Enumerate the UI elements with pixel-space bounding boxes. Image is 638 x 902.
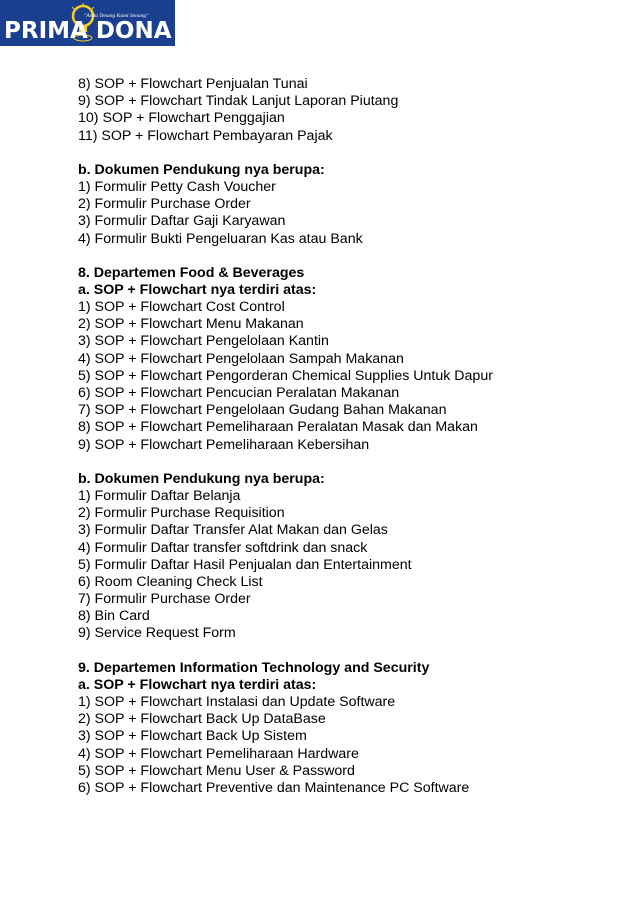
list-item: 1) Formulir Petty Cash Voucher xyxy=(78,178,276,195)
list-item: 7) Formulir Purchase Order xyxy=(78,591,251,608)
paragraph-spacer xyxy=(78,248,618,265)
section-heading: 9. Departemen Information Technology and Security xyxy=(78,659,430,676)
list-item: 9) SOP + Flowchart Pemeliharaan Kebersihan xyxy=(78,436,370,453)
list-item: 9) SOP + Flowchart Tindak Lanjut Laporan Piutang xyxy=(78,93,399,110)
list-item: 3) SOP + Flowchart Back Up Sistem xyxy=(78,728,307,745)
document-body xyxy=(78,76,618,797)
paragraph-spacer xyxy=(78,454,618,471)
paragraph-spacer xyxy=(78,145,618,162)
logo-wordmark: PRIMA DONA xyxy=(4,18,172,44)
section-heading: 8. Departemen Food & Beverages xyxy=(78,264,305,281)
paragraph-spacer xyxy=(78,643,618,660)
section-heading: a. SOP + Flowchart nya terdiri atas: xyxy=(78,281,317,298)
list-item: 8) SOP + Flowchart Pemeliharaan Peralatan Masak dan Makan xyxy=(78,419,478,436)
list-item: 3) SOP + Flowchart Pengelolaan Kantin xyxy=(78,333,329,350)
list-item: 5) SOP + Flowchart Menu User & Password xyxy=(78,762,355,779)
list-item: 8) SOP + Flowchart Penjualan Tunai xyxy=(78,76,308,92)
list-item: 2) Formulir Purchase Order xyxy=(78,196,251,213)
list-item: 1) SOP + Flowchart Instalasi dan Update Software xyxy=(78,694,396,710)
list-item: 1) Formulir Daftar Belanja xyxy=(78,487,241,504)
section-heading: b. Dokumen Pendukung nya berupa: xyxy=(78,161,325,178)
list-item: 2) SOP + Flowchart Menu Makanan xyxy=(78,316,304,333)
list-item: 1) SOP + Flowchart Cost Control xyxy=(78,299,285,316)
logo-slogan: "Anda Tenang Kami Senang" xyxy=(84,13,149,19)
list-item: 4) Formulir Bukti Pengeluaran Kas atau Bank xyxy=(78,230,363,247)
list-item: 3) Formulir Daftar Gaji Karyawan xyxy=(78,213,286,230)
list-item: 9) Service Request Form xyxy=(78,625,236,642)
list-item: 7) SOP + Flowchart Pengelolaan Gudang Bahan Makanan xyxy=(78,402,447,419)
list-item: 10) SOP + Flowchart Penggajian xyxy=(78,110,285,127)
brand-logo xyxy=(0,0,175,46)
section-heading: a. SOP + Flowchart nya terdiri atas: xyxy=(78,676,317,693)
list-item: 5) Formulir Daftar Hasil Penjualan dan Entertainment xyxy=(78,556,412,573)
section-heading: b. Dokumen Pendukung nya berupa: xyxy=(78,470,325,487)
list-item: 6) Room Cleaning Check List xyxy=(78,573,263,590)
list-item: 11) SOP + Flowchart Pembayaran Pajak xyxy=(78,127,333,144)
list-item: 4) SOP + Flowchart Pengelolaan Sampah Makanan xyxy=(78,350,404,367)
list-item: 3) Formulir Daftar Transfer Alat Makan dan Gelas xyxy=(78,522,388,539)
list-item: 8) Bin Card xyxy=(78,608,150,625)
list-item: 2) SOP + Flowchart Back Up DataBase xyxy=(78,711,326,728)
list-item: 4) SOP + Flowchart Pemeliharaan Hardware xyxy=(78,745,359,762)
list-item: 5) SOP + Flowchart Pengorderan Chemical Supplies Untuk Dapur xyxy=(78,367,493,384)
list-item: 6) SOP + Flowchart Preventive dan Maintenance PC Software xyxy=(78,779,470,796)
list-item: 4) Formulir Daftar transfer softdrink dan snack xyxy=(78,539,368,556)
list-item: 2) Formulir Purchase Requisition xyxy=(78,505,285,522)
list-item: 6) SOP + Flowchart Pencucian Peralatan Makanan xyxy=(78,385,400,401)
